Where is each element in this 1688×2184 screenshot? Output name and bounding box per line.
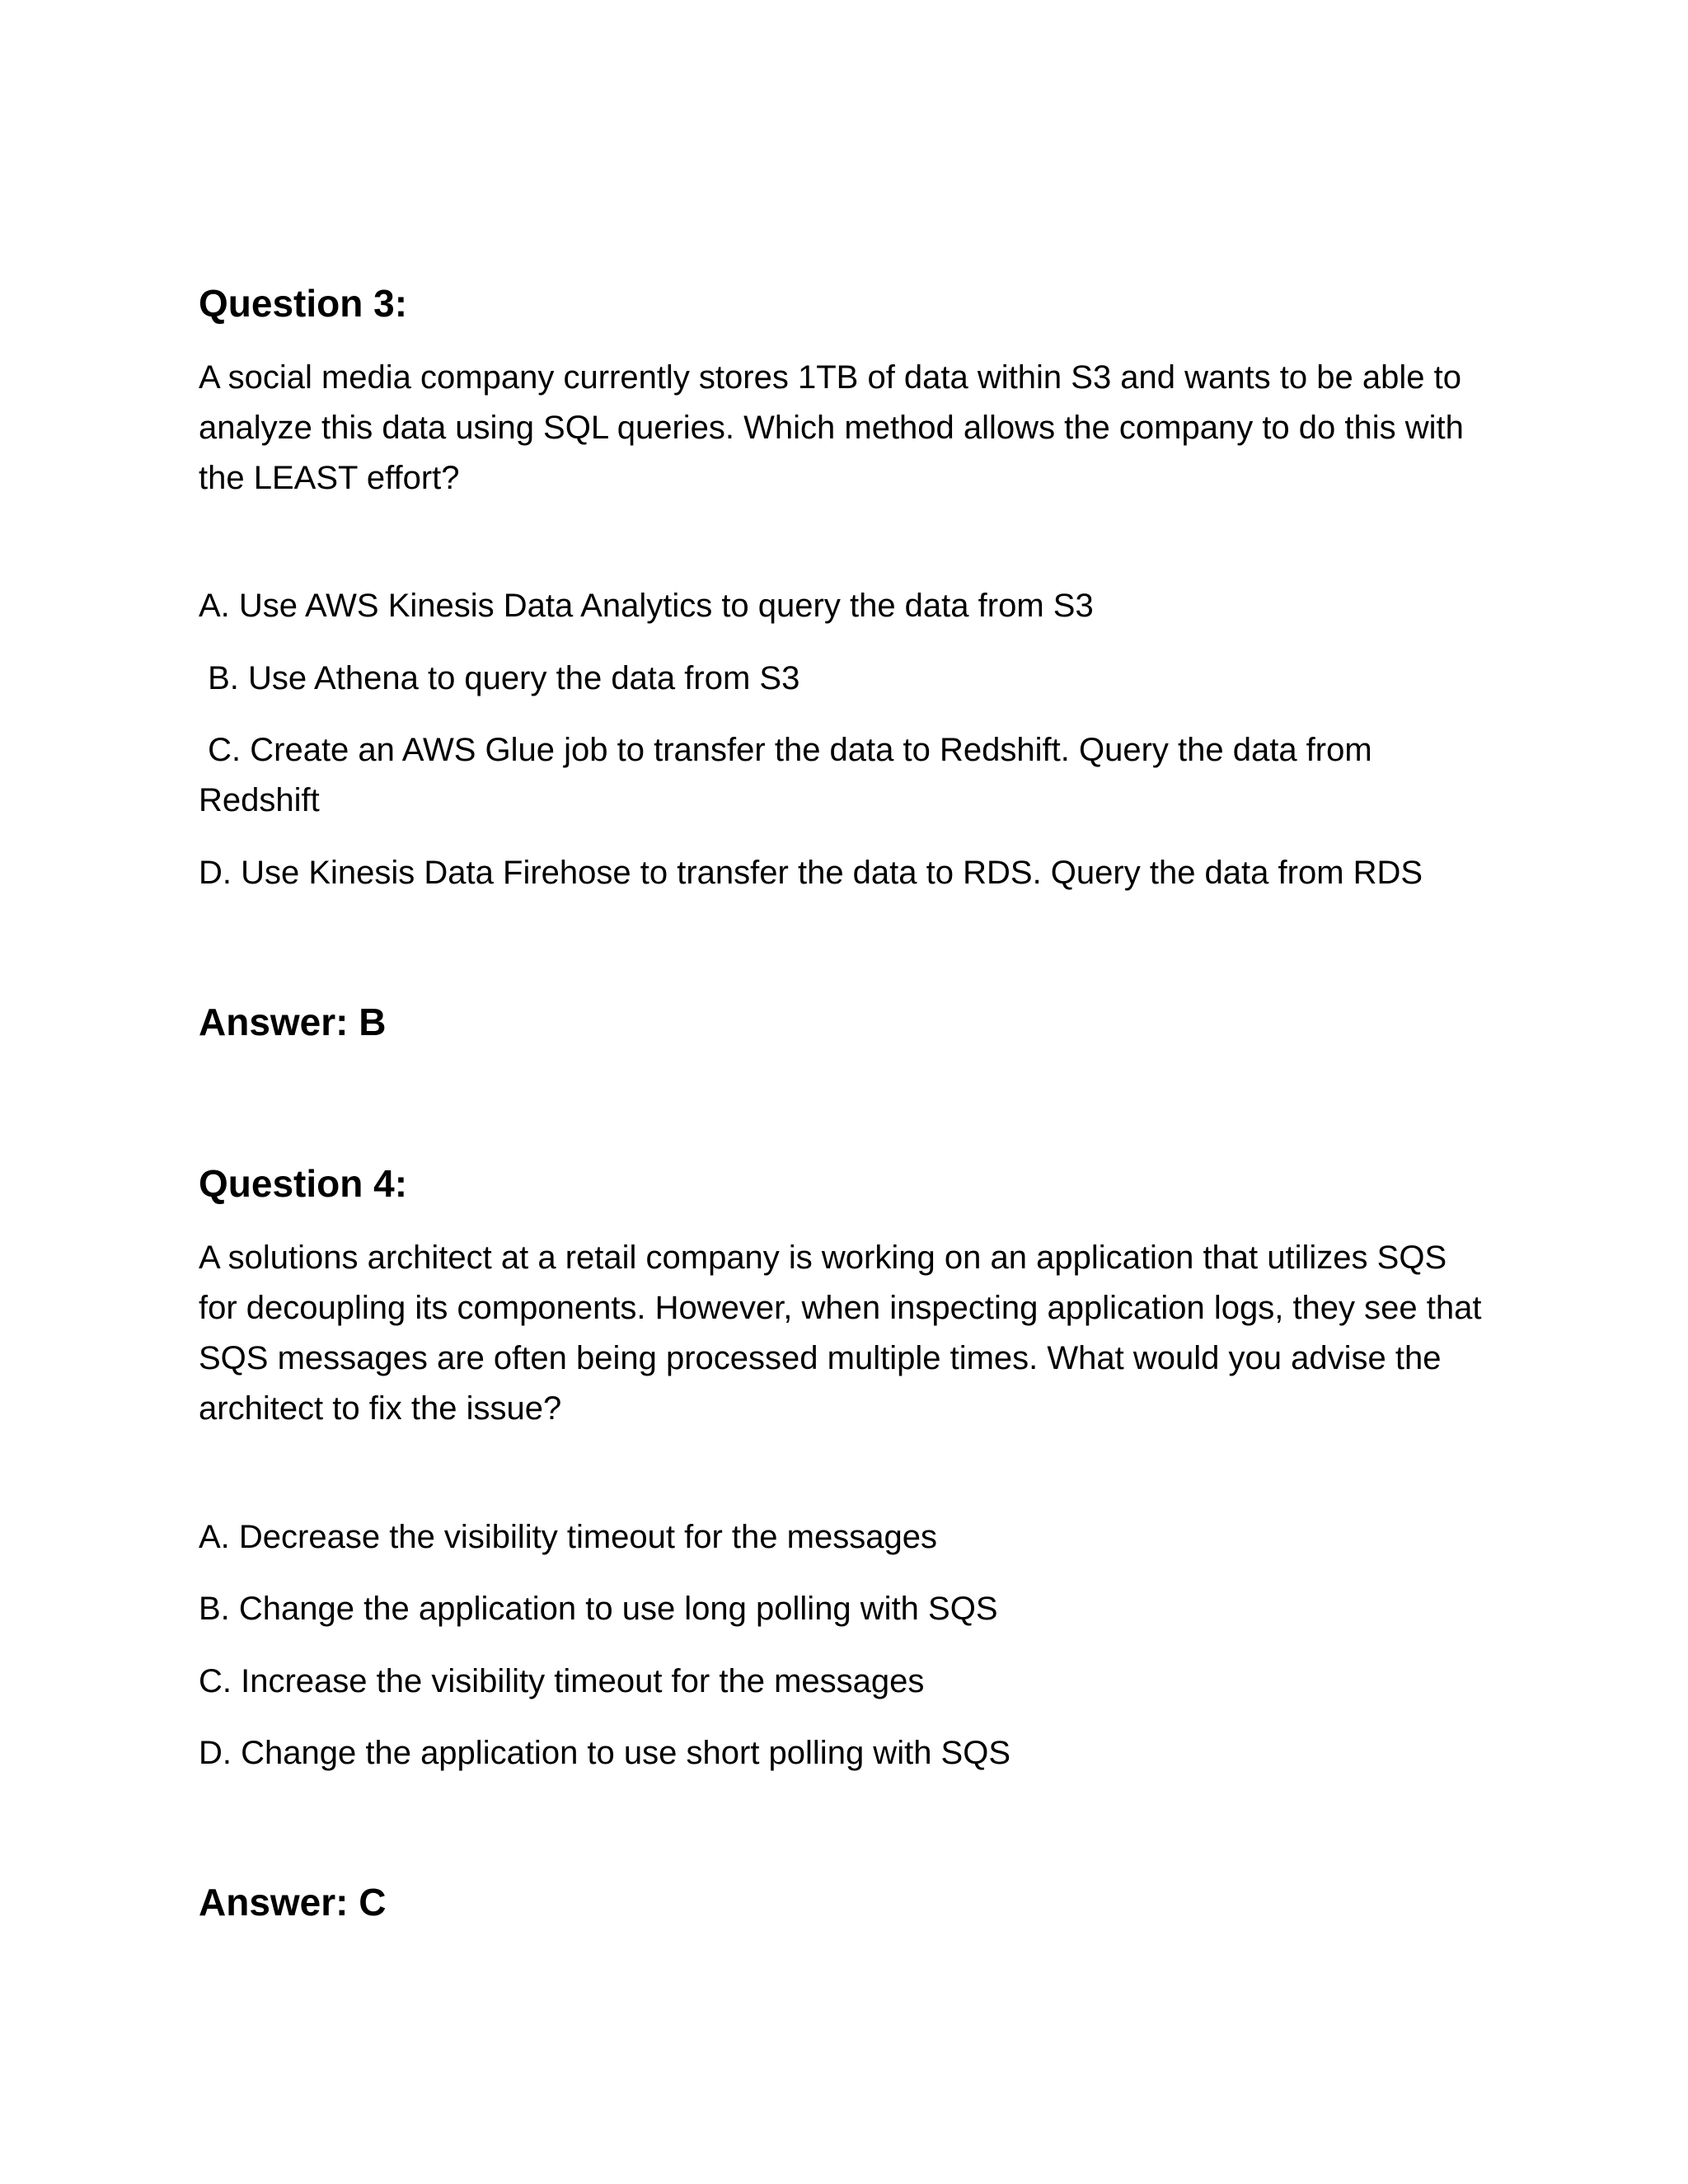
question-3-option-b: B. Use Athena to query the data from S3 bbox=[199, 660, 800, 696]
question-4-option-a: A. Decrease the visibility timeout for the messages bbox=[199, 1519, 937, 1555]
question-3-title: Question 3: bbox=[199, 282, 408, 325]
question-3-option-c: C. Create an AWS Glue job to transfer the data to Redshift. Query the data from Redshift bbox=[199, 732, 1381, 818]
question-4-title: Question 4: bbox=[199, 1162, 408, 1205]
question-3-option-d: D. Use Kinesis Data Firehose to transfer the data to RDS. Query the data from RDS bbox=[199, 855, 1423, 891]
question-3-option-a: A. Use AWS Kinesis Data Analytics to query the data from S3 bbox=[199, 588, 1094, 624]
question-3-prompt: A social media company currently stores 1TB of data within S3 and wants to be able to analyze this data using SQL queries. Which method allows the company to do this with the LEAST effort? bbox=[199, 359, 1464, 496]
question-4-option-b: B. Change the application to use long polling with SQS bbox=[199, 1591, 998, 1627]
question-4-option-d: D. Change the application to use short polling with SQS bbox=[199, 1735, 1011, 1771]
question-4-answer: Answer: C bbox=[199, 1881, 387, 1924]
question-3-answer: Answer: B bbox=[199, 1001, 387, 1043]
question-4-prompt: A solutions architect at a retail company is working on an application that utilizes SQS for decoupling its components. However, when inspecting application logs, they see that SQS messages are often being processed multiple times. What would you advise the architect to fix the issue? bbox=[199, 1240, 1482, 1427]
question-4-option-c: C. Increase the visibility timeout for the messages bbox=[199, 1663, 925, 1699]
